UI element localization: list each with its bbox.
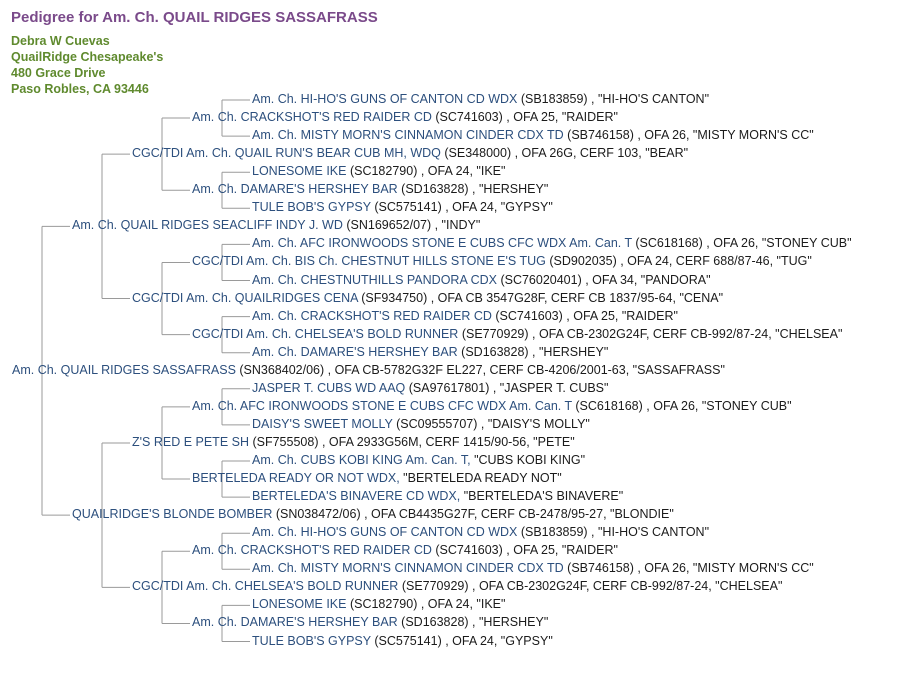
dog-details: (SB183859) , "HI-HO'S CANTON" [517, 525, 710, 540]
dog-details: (SN038472/06) , OFA CB4435G27F, CERF CB-2478/95-27, "BLONDIE" [272, 507, 674, 522]
owner-name: Debra W Cuevas [11, 34, 110, 48]
dog-title: Am. Ch. [192, 543, 241, 558]
dog-name: CUBS KOBI KING Am. Can. T, [300, 453, 471, 467]
owner-city: Paso Robles, CA 93446 [11, 82, 149, 96]
dog-name: HI-HO'S GUNS OF CANTON CD WDX [300, 92, 518, 106]
pedigree-entry [192, 181, 548, 197]
dog-details: (SD902035) , OFA 24, CERF 688/87-46, "TUG" [545, 254, 812, 269]
dog-title: Am. Ch. [252, 92, 301, 106]
dog-title: Am. Ch. [252, 344, 301, 359]
pedigree-entry [252, 560, 814, 576]
dog-title: Am. Ch. AFC [192, 398, 269, 413]
pedigree-entry [72, 506, 674, 522]
dog-title: CGC/TDI Am. Ch. [132, 146, 235, 161]
dog-title: Am. Ch. [192, 182, 241, 197]
dog-title: Am. Ch. [192, 110, 241, 125]
dog-details: (SC741603) , OFA 25, "RAIDER" [431, 543, 618, 558]
dog-name: QUAILRIDGES CENA [234, 290, 358, 305]
dog-name: BERTELEDA'S BINAVERE CD WDX, [252, 489, 461, 504]
dog-details: (SC575141) , OFA 24, "GYPSY" [370, 633, 553, 648]
dog-name: DAMARE'S HERSHEY BAR [240, 615, 398, 630]
dog-name: TULE BOB'S GYPSY [252, 633, 371, 648]
dog-details: (SN368402/06) , OFA CB-5782G32F EL227, CERF CB-4206/2001-63, "SASSAFRASS" [235, 362, 725, 377]
dog-name: QUAIL RIDGES SEACLIFF INDY J. WD [120, 218, 343, 233]
dog-details: (SE770929) , OFA CB-2302G24F, CERF CB-992/87-24, "CHELSEA" [398, 579, 783, 594]
dog-details: (SC741603) , OFA 25, "RAIDER" [491, 308, 678, 323]
pedigree-entry [252, 344, 608, 360]
dog-title: Am. Ch. [252, 525, 301, 540]
dog-name: CHELSEA'S BOLD RUNNER [234, 579, 399, 594]
pedigree-entry [252, 524, 709, 540]
dog-name: CHESTNUTHILLS PANDORA CDX [300, 272, 497, 287]
pedigree-entry [192, 253, 812, 269]
dog-title: CGC/TDI Am. Ch. [132, 579, 235, 594]
dog-title: Am. Ch. [252, 272, 301, 287]
pedigree-entry [252, 199, 553, 215]
dog-name: DAISY'S SWEET MOLLY [252, 416, 393, 431]
dog-name: QUAIL RUN'S BEAR CUB MH, WDQ [234, 146, 441, 161]
dog-details: (SB183859) , "HI-HO'S CANTON" [517, 92, 710, 106]
page-title: Pedigree for Am. Ch. QUAIL RIDGES SASSAFRASS [11, 9, 378, 26]
pedigree-entry [252, 488, 623, 504]
dog-name: TULE BOB'S GYPSY [252, 200, 371, 215]
dog-title: Am. Ch. [252, 453, 301, 467]
pedigree-entry [132, 434, 575, 450]
dog-details: (SE770929) , OFA CB-2302G24F, CERF CB-992/87-24, "CHELSEA" [458, 326, 843, 341]
pedigree-entry [192, 470, 562, 486]
dog-details: (SC182790) , OFA 24, "IKE" [346, 597, 506, 612]
pedigree-entry [252, 272, 711, 288]
dog-name: MISTY MORN'S CINNAMON CINDER CDX TD [300, 128, 564, 143]
pedigree-entry [192, 542, 618, 558]
pedigree-entry [252, 596, 505, 612]
dog-name: DAMARE'S HERSHEY BAR [240, 182, 398, 197]
pedigree-entry [192, 398, 792, 414]
pedigree-entry [252, 452, 585, 468]
dog-details: (SF934750) , OFA CB 3547G28F, CERF CB 1837/95-64, "CENA" [357, 290, 724, 305]
pedigree-entry [252, 633, 553, 649]
dog-name: QUAIL RIDGES SASSAFRASS [60, 362, 236, 377]
dog-details: (SC618168) , OFA 26, "STONEY CUB" [631, 236, 852, 251]
pedigree-entry [192, 326, 842, 342]
dog-title: Am. Ch. [72, 218, 121, 233]
pedigree-entry [252, 416, 590, 432]
pedigree-entry [132, 290, 723, 306]
dog-name: IRONWOODS STONE E CUBS CFC WDX Am. Can. T [268, 398, 572, 413]
dog-name: CHELSEA'S BOLD RUNNER [294, 326, 459, 341]
dog-name: CRACKSHOT'S RED RAIDER CD [300, 308, 492, 323]
dog-details: "BERTELEDA READY NOT" [399, 471, 562, 486]
dog-details: (SC09555707) , "DAISY'S MOLLY" [392, 416, 590, 431]
dog-name: CHESTNUT HILLS STONE E'S TUG [341, 254, 546, 269]
pedigree-entry [12, 362, 725, 378]
owner-address: 480 Grace Drive [11, 66, 106, 80]
dog-name: CRACKSHOT'S RED RAIDER CD [240, 110, 432, 125]
dog-name: LONESOME IKE [252, 597, 347, 612]
dog-details: (SA97617801) , "JASPER T. CUBS" [405, 380, 609, 395]
dog-details: (SD163828) , "HERSHEY" [457, 344, 609, 359]
dog-name: MISTY MORN'S CINNAMON CINDER CDX TD [300, 561, 564, 576]
dog-name: DAMARE'S HERSHEY BAR [300, 344, 458, 359]
dog-name: JASPER T. CUBS WD AAQ [252, 380, 406, 395]
dog-title: CGC/TDI Am. Ch. [132, 290, 235, 305]
dog-details: (SC575141) , OFA 24, "GYPSY" [370, 200, 553, 215]
dog-details: (SB746158) , OFA 26, "MISTY MORN'S CC" [563, 128, 814, 143]
dog-name: QUAILRIDGE'S BLONDE BOMBER [72, 507, 273, 522]
dog-name: HI-HO'S GUNS OF CANTON CD WDX [300, 525, 518, 540]
pedigree-entry [132, 145, 688, 161]
pedigree-entry [252, 163, 505, 179]
pedigree-entry [72, 217, 480, 233]
dog-details: (SC618168) , OFA 26, "STONEY CUB" [571, 398, 792, 413]
pedigree-entry [252, 380, 608, 396]
dog-title: Am. Ch. [252, 128, 301, 143]
pedigree-entry [192, 614, 548, 630]
pedigree-entry [192, 109, 618, 125]
dog-details: (SF755508) , OFA 2933G56M, CERF 1415/90-56, "PETE" [249, 434, 575, 449]
pedigree-entry [252, 235, 852, 251]
dog-name: IRONWOODS STONE E CUBS CFC WDX Am. Can. T [328, 236, 632, 251]
dog-details: (SN169652/07) , "INDY" [342, 218, 481, 233]
dog-title: Am. Ch. [192, 615, 241, 630]
dog-title: Am. Ch. [12, 362, 61, 377]
dog-details: (SB746158) , OFA 26, "MISTY MORN'S CC" [563, 561, 814, 576]
pedigree-entry [132, 578, 782, 594]
dog-details: (SD163828) , "HERSHEY" [397, 182, 549, 197]
dog-details: (SC182790) , OFA 24, "IKE" [346, 164, 506, 179]
dog-details: (SC741603) , OFA 25, "RAIDER" [431, 110, 618, 125]
dog-title: CGC/TDI Am. Ch. [192, 326, 295, 341]
pedigree-entry [252, 91, 709, 107]
dog-details: (SC76020401) , OFA 34, "PANDORA" [496, 272, 711, 287]
pedigree-entry [252, 308, 678, 324]
kennel-name: QuailRidge Chesapeake's [11, 50, 164, 64]
dog-title: Am. Ch. [252, 308, 301, 323]
dog-name: CRACKSHOT'S RED RAIDER CD [240, 543, 432, 558]
dog-name: BERTELEDA READY OR NOT WDX, [192, 471, 400, 486]
dog-title: CGC/TDI Am. Ch. BIS Ch. [192, 254, 342, 269]
dog-name: LONESOME IKE [252, 164, 347, 179]
dog-name: Z'S RED E PETE SH [132, 434, 249, 449]
dog-details: "BERTELEDA'S BINAVERE" [460, 489, 624, 504]
dog-title: Am. Ch. AFC [252, 236, 329, 251]
dog-title: Am. Ch. [252, 561, 301, 576]
pedigree-entry [252, 127, 814, 143]
dog-details: (SE348000) , OFA 26G, CERF 103, "BEAR" [440, 146, 689, 161]
dog-details: (SD163828) , "HERSHEY" [397, 615, 549, 630]
dog-details: "CUBS KOBI KING" [470, 453, 586, 467]
